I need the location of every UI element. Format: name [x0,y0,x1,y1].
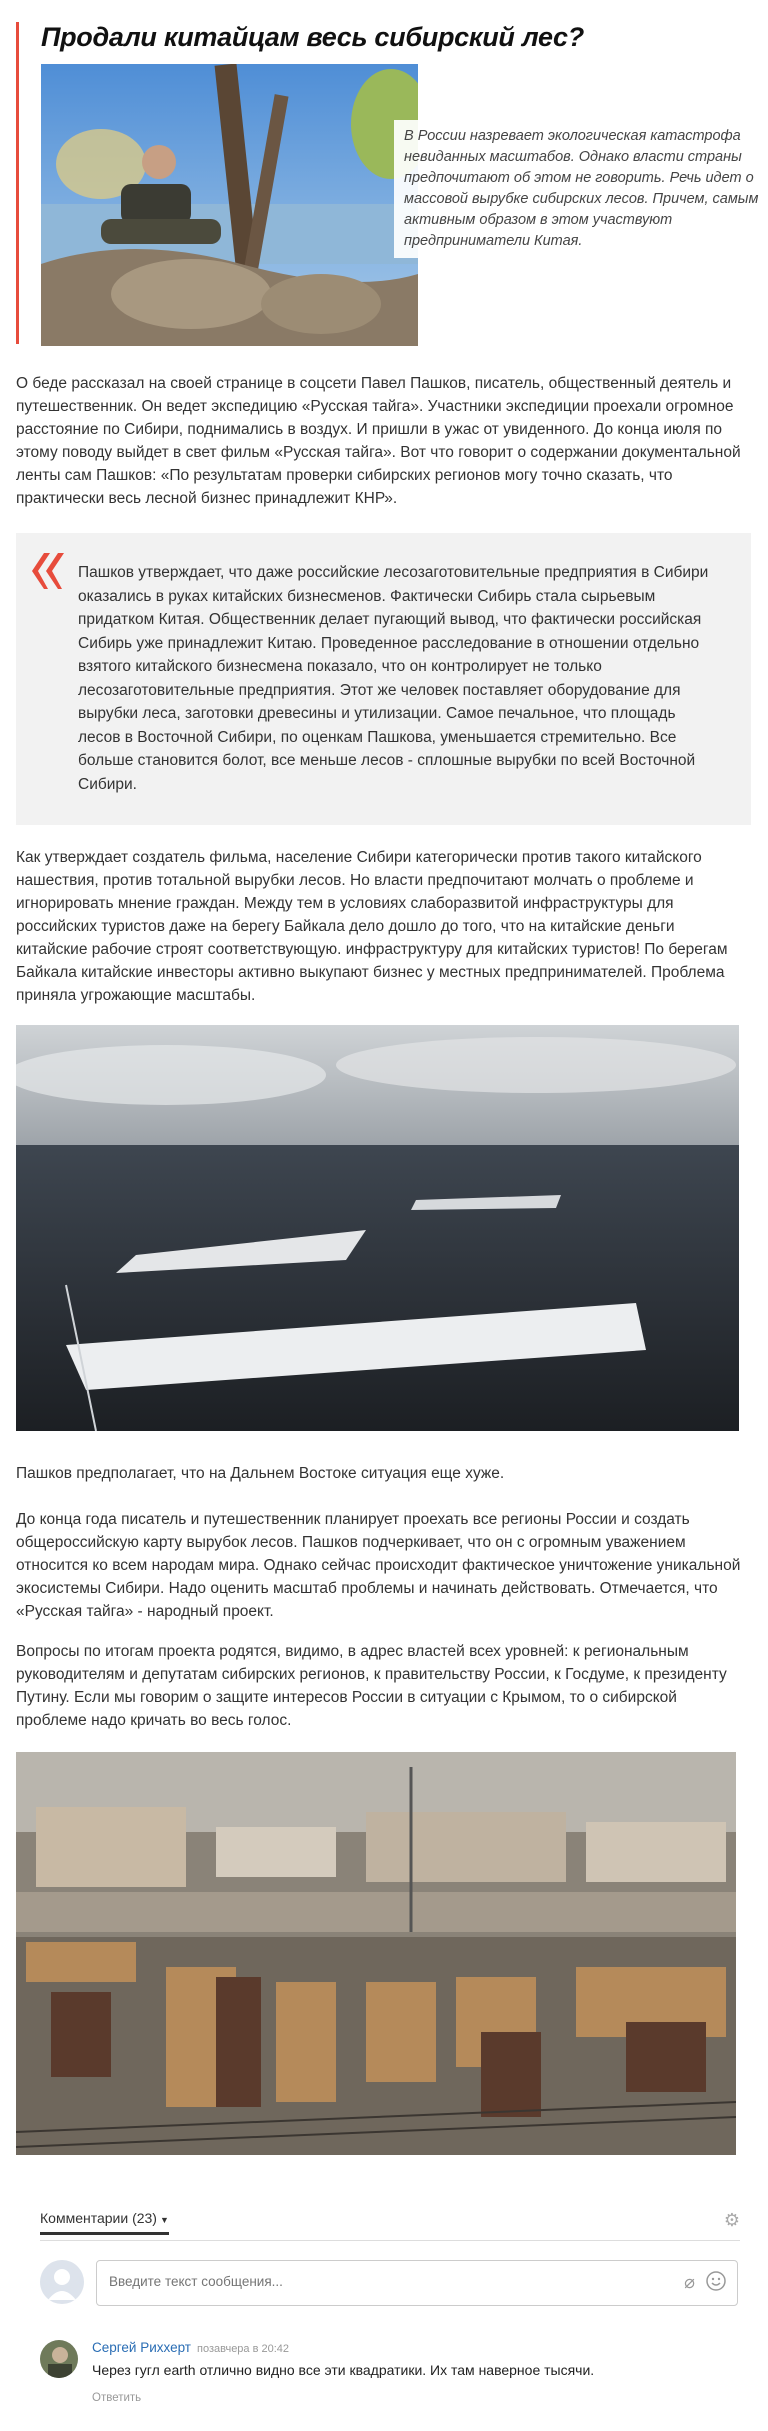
paragraph-3: Пашков предполагает, что на Дальнем Востоке ситуация еще хуже. [16,1465,505,1482]
divider [40,2240,740,2241]
avatar [40,2260,84,2304]
comment-time: позавчера в 20:42 [197,2343,290,2355]
comment-text: Через гугл earth отлично видно все эти квадратики. Их там наверное тысячи. [92,2362,595,2378]
gear-icon[interactable]: ⚙ [723,2210,740,2230]
article-header [16,22,759,344]
left-quote-icon [28,551,64,591]
comment-author-name: Сергей Риххерт [92,2340,191,2355]
lead-photo [41,64,418,346]
comments-tab[interactable] [40,2210,169,2235]
blockquote [16,533,751,825]
comment-author[interactable] [92,2340,289,2355]
paperclip-icon[interactable]: ⌀ [684,2272,695,2292]
paragraph-1: О беде рассказал на своей странице в соцсети Павел Пашков, писатель, общественный деятель и путешественник. Он ведет экспедицию «Русская тайга». Участники экспедиции проехали огромное расстояние по Сибири, поднимались в воздух. И пришли в ужас от увиденного. До конца июля по этому поводу выйдет в свет фильм «Русская тайга». Вот что говорит о содержании документальной ленты сам Пашков: «По результатам проверки сибирских регионов могу точно сказать, что практически весь лесной бизнес принадлежит КНР». [16,375,741,507]
commenter-avatar[interactable] [40,2340,78,2378]
caret-down-icon: ▼ [159,2215,169,2225]
timber-railway-photo [16,1752,736,2155]
smiley-icon[interactable] [705,2270,727,2292]
aerial-clearcut-photo [16,1025,739,1431]
quote-text: Пашков утверждает, что даже российские лесозаготовительные предприятия в Сибири оказались в руках китайских бизнесменов. Фактически Сибирь стала сырьевым придатком Китая. Общественник делает пугающий вывод, что фактически российская Сибирь уже принадлежит Китаю. Проведенное расследование в отношении отдельно взятого китайского бизнесмена показало, что он контролирует не только лесозаготовительные предприятия. Этот же человек поставляет оборудование для вырубки леса, заготовки древесины и утилизации. Самое печальное, что площадь лесов в Восточной Сибири, по оценкам Пашкова, уменьшается стремительно. Все больше становится болот, все меньше лесов - сплошные вырубки по всей Восточной Сибири. [78,564,709,793]
paragraph-4: До конца года писатель и путешественник планирует проехать все регионы России и создать общероссийскую карту вырубок лесов. Пашков подчеркивает, что он с огромным уважением относится ко всем народам мира. Однако сейчас происходит фактическое уничтожение уникальной экосистемы Сибири. Надо оценить масштаб проблемы и начинать действовать. Отмечается, что «Русская тайга» - народный проект. [16,1511,741,1620]
paragraph-5: Вопросы по итогам проекта родятся, видимо, в адрес властей всех уровней: к региональным руководителям и депутатам сибирских регионов, к правительству России, к Госдуме, к президенту Путину. Если мы говорим о защите интересов России в ситуации с Крымом, то о сибирской проблеме надо кричать во весь голос. [16,1643,727,1729]
comment-input[interactable] [107,2273,651,2290]
reply-link[interactable]: Ответить [92,2392,142,2404]
article-title: Продали китайцам весь сибирский лес? [41,22,584,52]
article-lead: В России назревает экологическая катастрофа невиданных масштабов. Однако власти страны предпочитают об этом не говорить. Речь идет о массовой вырубке сибирских лесов. Причем, самым активным образом в этом участвуют предприниматели Китая. [394,120,768,258]
comments-tab-label: Комментарии (23) [40,2210,157,2226]
paragraph-2: Как утверждает создатель фильма, население Сибири категорически против такого китайского нашествия, против тотальной вырубки лесов. Но власти предпочитают молчать о проблеме и игнорировать мнение граждан. Между тем в условиях слаборазвитой инфраструктуры для российских туристов даже на берегу Байкала дело дошло до того, что на китайские деньги китайские рабочие строят соответствующую. инфраструктуру для китайских туристов! По берегам Байкала китайские инвесторы активно выкупают бизнес у местных предпринимателей. Проблема приняла угрожающие масштабы. [16,849,728,1004]
comment-compose [96,2260,738,2306]
